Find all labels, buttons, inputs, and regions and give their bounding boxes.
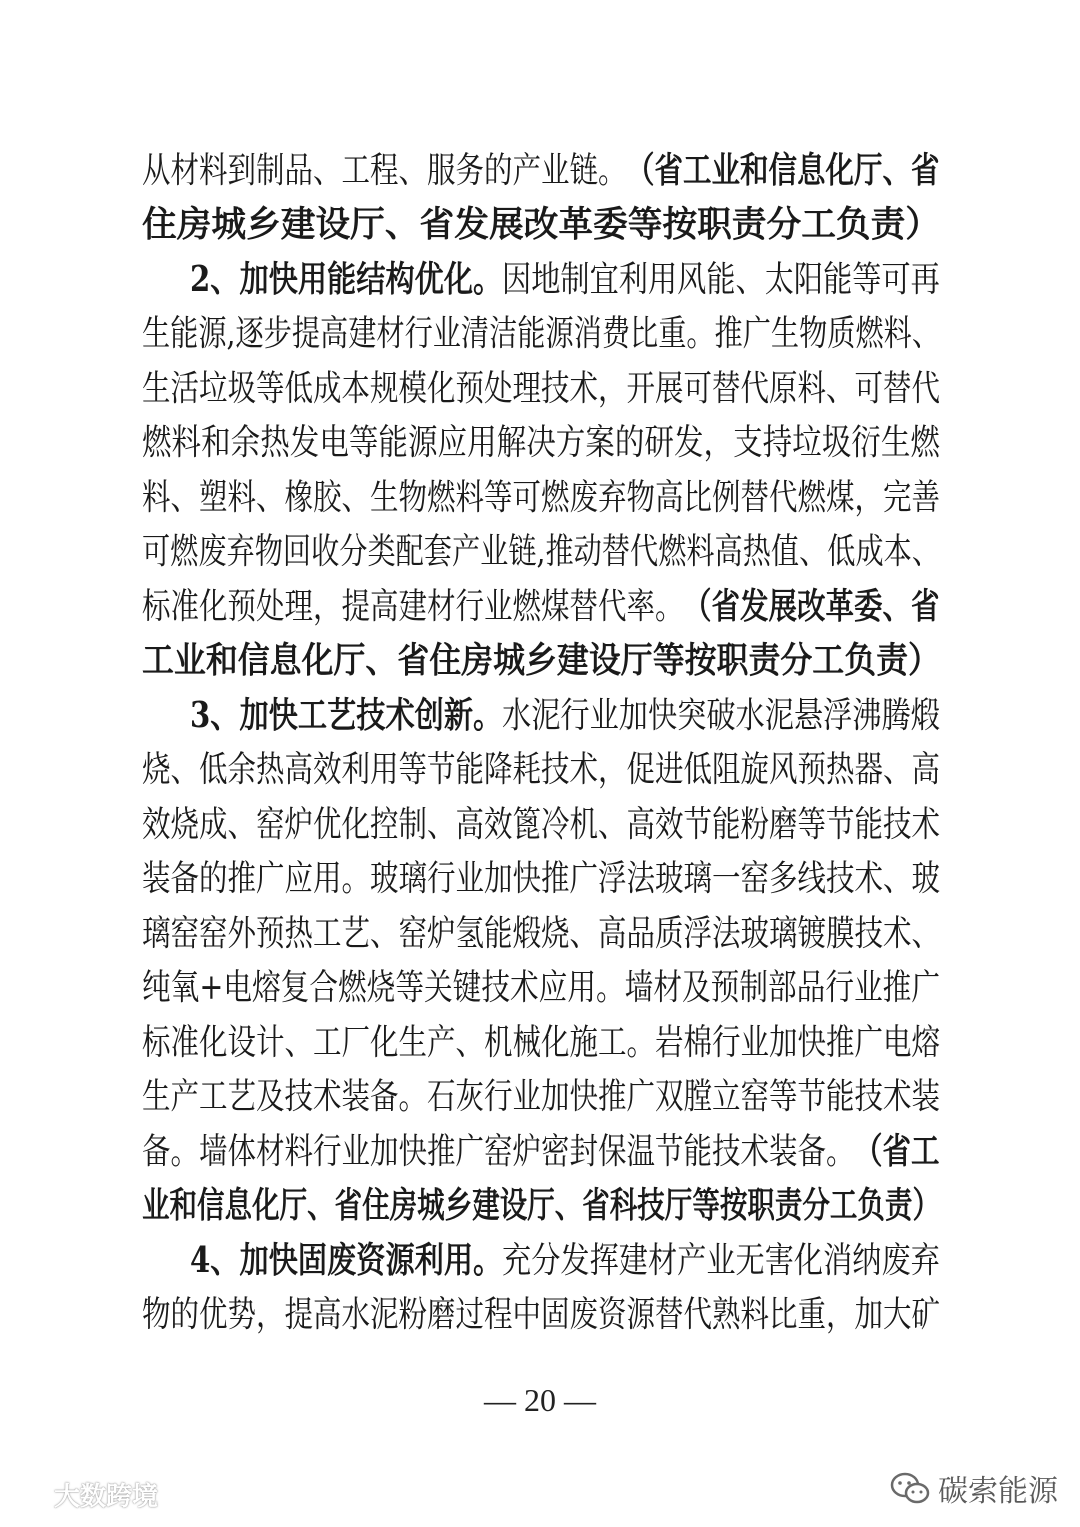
text-segment-bold: 3、加快工艺技术创新。 xyxy=(190,695,503,736)
text-segment-bold: 业和信息化厅、省住房城乡建设厅、省科技厅等按职责分工负责） xyxy=(142,1185,940,1226)
page-number: — 20 — xyxy=(484,1382,596,1418)
text-segment-bold: 4、加快固废资源利用。 xyxy=(190,1240,503,1281)
text-segment-bold: 工业和信息化厅、省住房城乡建设厅等按职责分工负责） xyxy=(142,640,940,681)
cloud-logo-icon xyxy=(6,1479,50,1509)
text-segment: 物的优势，提高水泥粉磨过程中固废资源替代熟料比重，加大矿 xyxy=(142,1294,940,1335)
text-segment: 装备的推广应用。玻璃行业加快推广浮法玻璃一窑多线技术、玻 xyxy=(142,858,940,899)
text-segment-bold: （省工业和信息化厅、省 xyxy=(626,150,940,191)
text-line xyxy=(0,253,1080,307)
text-segment: 生活垃圾等低成本规模化预处理技术，开展可替代原料、可替代 xyxy=(142,368,940,409)
text-line xyxy=(0,1070,1080,1124)
text-segment: 备。墙体材料行业加快推广窑炉密封保温节能技术装备。 xyxy=(142,1131,855,1172)
text-line xyxy=(0,852,1080,906)
text-line xyxy=(0,416,1080,470)
watermark-right-text: 碳索能源 xyxy=(938,1474,1058,1509)
text-line xyxy=(0,144,1080,198)
text-segment: 纯氧+电熔复合燃烧等关键技术应用。墙材及预制部品行业推广 xyxy=(142,967,941,1008)
text-segment: 料、塑料、橡胶、生物燃料等可燃废弃物高比例替代燃煤，完善 xyxy=(142,477,940,518)
text-segment-bold: （省发展改革委、省 xyxy=(683,586,940,627)
text-line xyxy=(0,580,1080,634)
wechat-icon xyxy=(890,1471,930,1505)
text-segment-bold: 住房城乡建设厅、省发展改革委等按职责分工负责） xyxy=(142,204,940,245)
text-segment-bold: （省工 xyxy=(854,1131,940,1172)
text-line xyxy=(0,471,1080,525)
text-segment: 标准化预处理，提高建材行业燃煤替代率。 xyxy=(142,586,684,627)
text-line xyxy=(0,362,1080,416)
text-line xyxy=(0,1125,1080,1179)
text-line xyxy=(0,1179,1080,1233)
watermark-left xyxy=(6,1474,158,1514)
text-segment: 生能源,逐步提高建材行业清洁能源消费比重。推广生物质燃料、 xyxy=(142,313,941,354)
text-line xyxy=(0,798,1080,852)
text-line xyxy=(0,1016,1080,1070)
text-segment: 效烧成、窑炉优化控制、高效篦冷机、高效节能粉磨等节能技术 xyxy=(142,804,940,845)
text-line xyxy=(0,743,1080,797)
watermark-right xyxy=(890,1466,1058,1510)
text-line xyxy=(0,1234,1080,1288)
text-segment-bold: 2、加快用能结构优化。 xyxy=(190,259,503,300)
text-segment: 从材料到制品、工程、服务的产业链。 xyxy=(142,150,627,191)
text-line xyxy=(0,525,1080,579)
text-segment: 燃料和余热发电等能源应用解决方案的研发，支持垃圾衍生燃 xyxy=(142,422,940,463)
text-segment: 生产工艺及技术装备。石灰行业加快推广双膛立窑等节能技术装 xyxy=(142,1076,940,1117)
text-line xyxy=(0,689,1080,743)
text-line xyxy=(0,961,1080,1015)
text-line xyxy=(0,307,1080,361)
text-segment: 水泥行业加快突破水泥悬浮沸腾煅 xyxy=(502,695,941,736)
text-line xyxy=(0,907,1080,961)
text-segment: 璃窑窑外预热工艺、窑炉氢能煅烧、高品质浮法玻璃镀膜技术、 xyxy=(142,913,940,954)
watermark-left-text: 大数跨境 xyxy=(54,1481,159,1512)
text-line xyxy=(0,634,1080,688)
text-line xyxy=(0,1288,1080,1342)
text-segment: 因地制宜利用风能、太阳能等可再 xyxy=(502,259,941,300)
text-segment: 烧、低余热高效利用等节能降耗技术，促进低阻旋风预热器、高 xyxy=(142,749,940,790)
text-line xyxy=(0,198,1080,252)
text-segment: 可燃废弃物回收分类配套产业链,推动替代燃料高热值、低成本、 xyxy=(142,531,941,572)
text-segment: 充分发挥建材产业无害化消纳废弃 xyxy=(502,1240,941,1281)
text-segment: 标准化设计、工厂化生产、机械化施工。岩棉行业加快推广电熔 xyxy=(142,1022,940,1063)
